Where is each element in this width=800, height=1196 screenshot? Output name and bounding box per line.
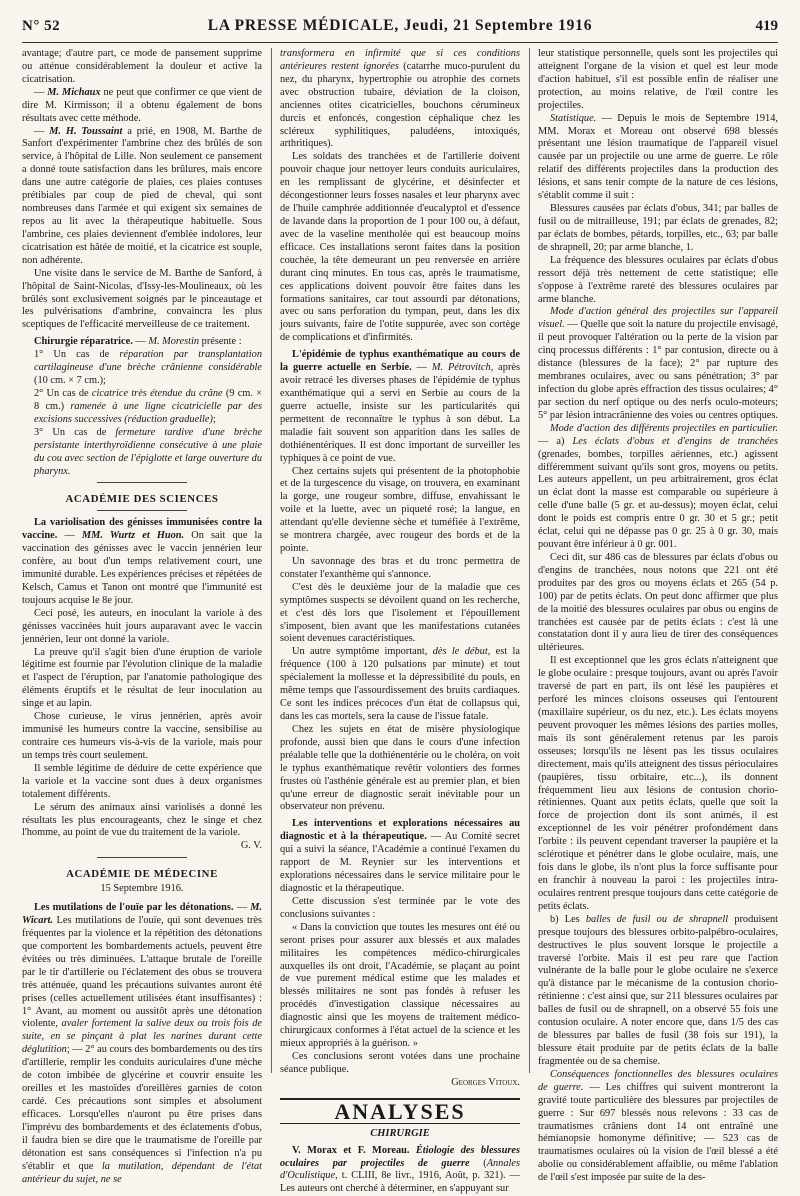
item-text: 2° Un cas de [34,387,92,399]
paragraph: Les soldats des tranchées et de l'artillerie doivent pouvoir chaque jour nettoyer leurs conduits auriculaires, en les remplissant de glycérine, et désinfecter et décongestionner leurs fosses nasales et leur pharynx avec de l'huile camphrée additionnée d'eucalyptol et d'essence de lavande dans la proportion de 1 pour 100 ou, à défaut, avec de la vaseline mentholée qui est beaucoup moins efficace. Ces installations seront faites dans la position couchée, la tête demeurant un peu renversée en arrière durant cinq minutes. En tous cas, après le traumatisme, ces applications doivent pouvoir être faites dans les formations sanitaires, car tout assourdi par détonations, avec ou sans perforation du tympan, peut, dans les dix jours suivants, faire de l'otite suppurée, avec son cortège de complications et d'infirmités. [280,151,520,344]
item-italic: cicatrice très étendue du crâne [91,387,223,399]
item-italic: ramenée à une ligne cicatricielle par des excisions successives (réduction graduelle) [34,400,262,425]
item-text: (9 cm. × 8 cm.) [34,387,263,412]
paragraph-text: après avoir retracé les diverses phases de l'épidémie de typhus exanthématique qui a servi en Serbie au cours de la guerre actuelle, insiste sur les particularités qui permettent de reconnaître le typhus à son début. La maladie fait souvent son apparition dans les salles de dothiénentériques. Il est donc important de surveiller les typhiques à ce point de vue. [280,362,521,464]
paragraph-text: , t. CLIII, 8e livr., 1916, Août, p. 321). — Les auteurs ont cherché à déterminer, en s'appuyant sur [280,1170,520,1195]
paragraph-text: — Au Comité secret qui a suivi la séance, l'Académie a continué l'examen du rapport de M. Reynier sur les interventions et explorations nécessaires dans le service militaire pour le diagnostic et la thérapeutique. [280,831,520,894]
dash: — [34,125,50,137]
section-rule [97,857,187,858]
paragraph-italic: balles de fusil ou de shrapnell [585,913,729,925]
column-3 [538,48,778,1184]
paragraph [22,517,262,607]
paragraph [538,113,778,203]
journal-name: LA PRESSE MÉDICALE, [207,17,404,34]
paragraph: « Dans la conviction que toutes les mesures ont été ou seront prises pour assurer aux blessés et aux malades militaires les compétences médico-chirurgicales auxquelles ils ont droit, l'Académie, se plaçant au point de vue purement médical estime que les malades et blessés militaires ne sont pas fondés à refuser les procédés d'investigation classique nécessaires au diagnostic ainsi que les moyens de traitement médico-chirurgicaux conformes à l'état actuel de la science et les mieux appropriés à la guérison. » [280,921,520,1050]
paragraph [538,1069,778,1185]
speaker-name: M. Wicart. [22,902,262,927]
column-1 [22,48,263,1185]
paragraph: Chose curieuse, le virus jennérien, après avoir immunisé les humeurs contre la vaccine, sensibilise au contraire ces humeurs vis-à-vis de la variole, mais pour un temps très court seulement. [22,711,262,761]
dash: — [57,530,82,542]
paragraph-text: Un autre symptôme important, [292,646,433,658]
paragraph-italic: Les éclats d'obus et d'engins de tranchées [572,435,778,447]
paragraph-italic: Statistique. [550,112,597,124]
dash: — [411,362,432,374]
paragraph: Ceci posé, les auteurs, en inoculant la variole à des génisses vaccinées huit jours auparavant avec le vaccin jennérien, leur ont donné la variole. [22,607,262,645]
paragraph-italic: Mode d'action général des projectiles sur l'appareil visuel. [538,306,778,331]
paragraph-italic: transformera en infirmité que si ces conditions antérieures restent ignorées [280,48,520,72]
paragraph [22,336,262,349]
article-heading: Les interventions et explorations nécessaires au diagnostic et à la thérapeutique. [280,818,520,843]
speaker-name: M. Michaux [47,86,101,98]
list-item [22,427,262,479]
paragraph: Il semble légitime de déduire de cette expérience que la variole et la vaccine sont dues à deux organismes totalement différents. [22,762,262,800]
section-rule [97,510,187,511]
column-2 [280,48,521,1195]
paragraph [280,349,520,465]
paragraph: Blessures causées par éclats d'obus, 341; par balles de fusil ou de mitrailleuse, 191; par éclats de grenades, 82; par éclats de bombes, pétards, torpilles, etc., 63; par balle de shrapnell, 20; par arme blanche, 1. [538,203,778,253]
paragraph: C'est dès le deuxième jour de la maladie que ces symptômes suspects se dévoilent quand on les recherche, et c'est dès lors que l'isolement et l'épouillement s'imposent, bien avant que les manifestations cutanées soient devenues caractéristiques. [280,581,520,645]
paragraph-text: — Les chiffres qui suivent montreront la gravité toute particulière des blessures par projectiles de guerre : Sur 697 blessés nous relevons : 33 cas de traumatismes crâniens dont 14 ont entraîné une hémianopsie homonyme définitive; — 523 cas de traumatismes oculaires où la vision de l'œil blessé a été abolie ou considérablement affaiblie, ou même l'ablation de l'œil s'est imposée par suite de la des- [538,1081,778,1184]
page-header [22,12,778,42]
item-text: 3° Un cas de [34,426,116,438]
signature-text: Georges Vitoux. [451,1076,520,1088]
dash: — [233,902,251,914]
speaker-name: M. H. Toussaint [49,125,123,137]
paragraph: Le sérum des animaux ainsi variolisés a donné les résultats les plus encourageants, chez le singe et chez l'homme, au point de vue du traitement de la variole. [22,801,262,839]
article-heading: Les mutilations de l'ouïe par les détonations. [34,902,234,914]
paragraph: Ceci dit, sur 486 cas de blessures par éclats d'obus ou d'engins de tranchées, nous notons que 221 ont été produites par des gros ou moyens éclats et 265 (54 p. 100) par de petits éclats. On peut donc affirmer que plus de la moitié des blessures oculaires par obus ou engins de tranchées est causée par de petits éclats : c'est là une constatation dont il y aura lieu de tirer des conséquences ultérieures. [538,551,778,654]
paragraph-text: — a) [538,435,573,447]
column-divider [529,48,530,1073]
paragraph-text: ; — 2° au cours des bombardements ou des tirs d'artillerie, remplir les conduits auriculaires d'une mèche de coton imbibée de glycérine et couvrir ensuite les oreilles et les mastoïdes d'oreillères garnies de coton cardé. Ces précautions sont simples et absolument efficaces. Lorsqu'elles n'auront pu être prises dans l'imprévu des bombardements et des éclatements d'obus, il faudra bien se dire que le traumatisme de l'oreille par détonation est sans conséquences si l'infection n'a pu s'établir et que [22,1044,263,1172]
paragraph: Cette discussion s'est terminée par le vote des conclusions suivantes : [280,895,520,920]
signature: G. V. [240,840,262,852]
paragraph-text: présente : [199,336,242,348]
page-number: 419 [755,18,778,34]
paragraph: Chez les sujets en état de misère physiologique profonde, aussi bien que dans le cours d'une infection préalable telle que la dothiénentérie ou le choléra, on voit le typhus exanthématique revêtir volontiers des formes frustes où l'asthénie générale est au premier plan, et bien qu'une erreur de diagnostic serait inévitable pour un observateur non prévenu. [280,723,520,813]
paragraph-text: On sait que la vaccination des génisses avec le vaccin jennérien leur confère, au bout d'un temps relativement court, une immunité durable. Les expériences précises et répétées de Kelsch, Camus et Tanon ont montré que l'immunité est toujours acquise le 8e jour. [22,530,263,606]
item-text: (10 cm. × 7 cm.); [34,375,106,387]
case-list [22,349,262,478]
speaker-name: MM. Wurtz et Huon. [81,530,185,542]
paragraph-text: ne peut que confirmer ce que vient de dire M. Kirmisson; il a obtenu également de bons résultats avec cette méthode. [22,86,262,124]
paragraph-italic: la mutilation, dépendant de l'état antérieur du sujet, ne se [22,1160,262,1185]
paragraph-text: , est la fréquence (100 à 120 pulsations par minute) et tout spécialement la mollesse et la dépressibilité du pouls, en même temps que l'assourdissement des bruits cardiaques. Ce sont les indices précoces d'un état de collapsus qui, dans les cas mortels, sera la cause de l'issue fatale. [280,646,520,723]
section-title: ACADÉMIE DE MÉDECINE [66,868,218,881]
paragraph-italic: Mode d'action des différents projectiles en particulier. [550,422,778,434]
paragraph: avantage; d'autre part, ce mode de pansement supprime ou atténue considérablement la douleur et active la cicatrisation. [22,48,262,85]
paragraph [280,1145,520,1196]
paragraph: Une visite dans le service de M. Barthe de Sanford, à l'hôpital de Saint-Nicolas, d'Issy-les-Moulineaux, où les brûlés sont exclusivement soignés par le pinceautage et les pulvérisations d'ambrine, convaincra les plus sceptiques de l'efficacité merveilleuse de ce traitement. [22,267,262,331]
paragraph: Ces conclusions seront votées dans une prochaine séance publique. [280,1050,520,1075]
journal-title [22,17,778,35]
paragraph: La fréquence des blessures oculaires par éclats d'obus ressort déjà très nettement de cette statistique; elle s'oppose à l'extrême rareté des blessures oculaires par arme blanche. [538,254,778,305]
paragraph-text: — Depuis le mois de Septembre 1914, MM. Morax et Moreau ont observé 698 blessés présentant une lésion traumatique de l'appareil visuel causée par un projectile ou une arme de guerre. Le rôle relatif des différents projectiles dans la production des lésions, et sans tenir compte de la nature de ces lésions, s'établit comme il suit : [538,112,778,202]
paragraph [22,126,262,268]
paragraph: Un savonnage des bras et du tronc permettra de constater l'exanthème qui s'annonce. [280,555,520,580]
paragraph [22,87,262,126]
item-text: ; [212,413,216,425]
paragraph [22,902,262,1186]
authors: V. Morax et F. Moreau. [292,1144,410,1156]
paragraph: La preuve qu'il s'agit bien d'une éruption de variole légitime est fournie par l'évolution clinique de la maladie et l'aspect de l'éruption, par l'anatomie pathologique des éléments éruptifs et le résultat de leur inoculation au singe et au lapin. [22,646,262,710]
rubric-title: CHIRURGIE [370,1127,430,1139]
item-italic: réparation par transplantation cartilagineuse d'une brèche crânienne considérable [34,349,262,374]
section-title: ACADÉMIE DES SCIENCES [65,493,219,506]
list-item [22,349,262,388]
paragraph-italic: Conséquences fonctionnelles des blessures oculaires de guerre. [538,1068,778,1093]
article-title: Étiologie des blessures oculaires par projectiles de guerre [280,1144,520,1169]
speaker-name: M. Pétrovitch, [431,362,494,374]
article-heading: L'épidémie de typhus exanthématique au cours de la guerre actuelle en Serbie. [280,349,520,374]
paragraph-italic: dès le début [432,646,488,658]
paragraph: Chez certains sujets qui présentent de la photophobie et de la turgescence du visage, on trouvera, en examinant la gorge, une rougeur sombre, diffuse, envahissant le voile et la luette, avec un piqueté rosé; la langue, en attendant qu'elle devienne sèche et tuméfiée à l'extrême, se montrera chargée, avec rougeur des bords et de la pointe. [280,465,520,555]
column-divider [271,48,272,1073]
article-heading: La variolisation des génisses immunisées contre la vaccine. [22,517,262,542]
paragraph [538,423,778,552]
session-date: 15 Septembre 1916. [100,883,184,895]
paragraph: leur statistique personnelle, quels sont les projectiles qui atteignent l'organe de la vision et quel est leur mode d'action habituel, s'il est possible enfin de réaliser une protection, au moins relative, de l'œil contre les projectiles. [538,48,778,111]
paragraph-text: (catarrhe muco-purulent du nez, du pharynx, hypertrophie ou atrophie des cornets avec obstruction tubaire, déviation de la cloison, anciennes otites cicatricielles, bouchons cérumineux durcis et enfoncés, congestion céphalique chez les scléreux syphilitiques, paludéens, intoxiqués, arthritiques). [280,60,520,150]
item-text: 1° Un cas de [34,349,120,361]
issue-number: N° 52 [22,18,61,34]
paragraph-text: — Quelle que soit la nature du projectile envisagé, il peut provoquer l'altération ou la perte de la vision par cinq processus différents : 1° par contusion, directe ou à distance (blessures de la face); 2° par rupture des membranes oculaires, avec ou sans pénétration; 3° par infection du globe après effraction des tissus oculaires; 4° par section du nerf optique ou des nerfs oculo-moteurs; 5° par lésion intracrânienne des voies ou centres optiques. [538,319,778,421]
paragraph: Il est exceptionnel que les gros éclats n'atteignent que le globe oculaire : presque toujours, avant ou après l'avoir traversé de part en part, ils ont lésé les paupières et perforé les minces cloisons osseuses qui l'entourent (maxillaire supérieur, os du nez, etc.). Les éclats moyens peuvent provoquer les mêmes lésions des parties molles, mais ils sont généralement retenus par les parois osseuses; lorsqu'ils ne lèsent pas les tissus oculaires directement, mais qu'ils atteignent des tissus périoculaires (paupières, tissu orbitaire, etc...), ils donnent fréquemment lieu aux lésions de contusion chorio-rétiniennes. Quant aux petits éclats, quelle que soit la force de projection dont ils sont animés, il est exceptionnel de les voir pénétrer profondément dans l'orbite : ils peuvent cependant traverser la paupière et la sclérotique et pénétrer dans le globe oculaire, mais, une fois dans le globe, ils n'ont plus la force suffisante pour en franchir à nouveau la paroi : les projectiles intra-oculaires rentrent presque toujours dans cette catégorie de petits éclats. [538,655,778,912]
paragraph-text: ( [469,1157,487,1169]
paragraph-text: produisent presque toujours des blessures orbito-palpébro-oculaires, destructives le plus souvent lorsque le projectile a traversé l'orbite. Mais il est peu rare que l'action vulnérante de la balle pour le globe oculaire ne s'exerce qu'à distance par le mécanisme de la contusion chorio-rétinienne : c'est ainsi que, sur 211 blessures oculaires par balles de fusil ou de shrapnell, on a observé 55 fois une contusion oculaire. A noter encore que, dans 1/5 des cas de blessures par balles de fusil (38 fois sur 191), la blessure était produite par de petits éclats de la balle fragmentée ou de sa chemise. [538,913,778,1067]
analyses-heading: ANALYSES [280,1098,520,1124]
journal-ref: Annales d'Oculistique [280,1157,521,1182]
paragraph [538,306,778,422]
signature [280,1077,520,1090]
paragraph-italic: avaler fortement la salive deux ou trois fois de suite, en se pinçant à plat les narines durant cette déglutition [22,1018,262,1056]
paragraph-text: a prié, en 1908, M. Barthe de Sanfort d'expérimenter l'ambrine chez des brûlés de son service, à l'hôpital de Lille. Non seulement ce pansement a donné toute satisfaction dans les brûlures, mais encore dans une autre catégorie de plaies, ces plaies contuses prétibiales par coup de pied de cheval, qui sont nombreuses dans l'armée et qui exigent six semaines de repos au lit avec la thérapeutique habituelle. Sous l'ambrine, ces plaies deviennent d'emblée indolores, leur cicatrisation est hâtée de moitié, et la cicatrice est souple, non adhérente. [22,125,263,266]
section-rule [97,482,187,483]
list-item [22,388,262,427]
dash: — [34,86,48,98]
paragraph [280,646,520,724]
paragraph [280,818,520,896]
paragraph [280,48,520,151]
header-rule [22,42,778,43]
paragraph-text: (grenades, bombes, torpilles aériennes, etc.) agissent différemment suivant qu'ils sont gros, moyens ou petits. Les auteurs appellent, un peu arbitrairement, gros éclat un éclat dont la masse est comparable ou supérieure à celle d'une balle (5 gr. et au-dessus); moyen éclat, celui dont le poids est compris entre 0 gr. 30 et 5 gr.; petit éclat, celui qui ne dépasse pas 0 gr. 25 à 0 gr. 30, mais pouvant être inférieur à 0 gr. 001. [538,448,778,551]
dash: — [132,336,149,348]
item-italic: fermeture tardive d'une brèche persistante interthyroïdienne consécutive à une plaie du cou avec section de l'épiglotte et large ouverture du pharynx. [34,426,262,477]
paragraph-text: Les mutilations de l'ouïe, qui sont devenues très fréquentes par la violence et la répétition des détonations que comportent les bombardements actuels, peuvent être évitées ou très diminuées. L'attaque brutale de l'oreille par le tir d'artillerie ou l'éclatement des obus se trouvera très atténuée, quand les précautions suivantes auront été prises (celles actuellement utilisées étant insuffisantes) : 1° Avant, au moment ou aussitôt après une détonation violente, [22,915,262,1030]
issue-date: Jeudi, 21 Septembre 1916 [403,17,593,34]
paragraph [538,914,778,1069]
section-heading: Chirurgie réparatrice. [34,336,133,348]
paragraph-text: b) Les [550,913,586,925]
speaker-name: M. Morestin [148,336,200,348]
